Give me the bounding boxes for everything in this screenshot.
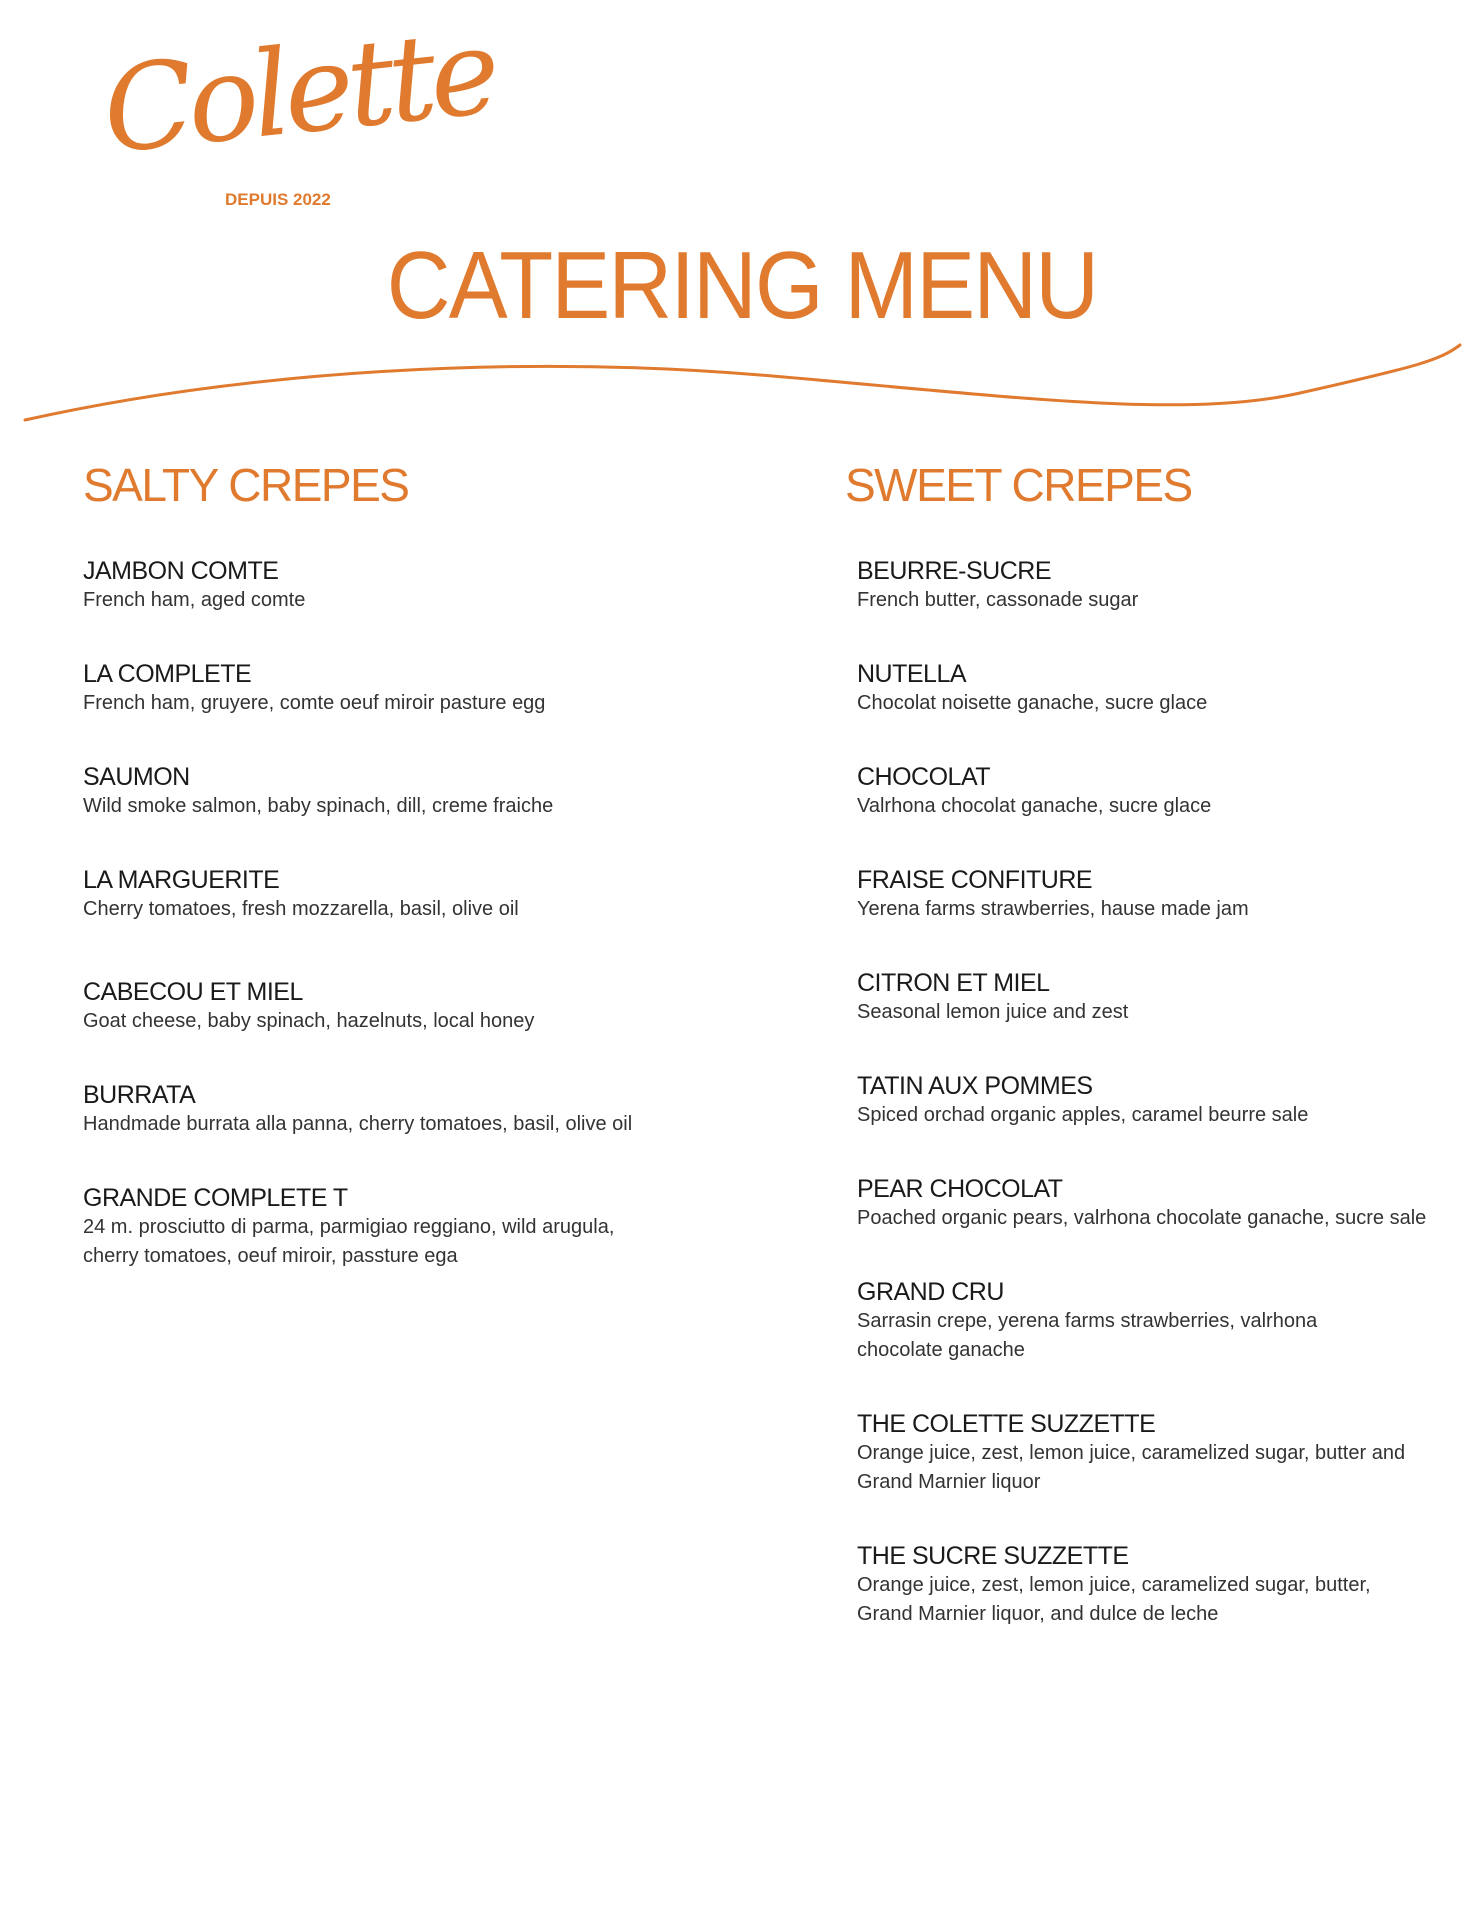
menu-item: [83, 865, 723, 977]
page-title: CATERING MENU: [386, 232, 1098, 339]
item-description: Seasonal lemon juice and zest: [857, 1001, 1129, 1023]
menu-item: [83, 659, 723, 762]
item-description: Orange juice, zest, lemon juice, caramelized sugar, butter, Grand Marnier liquor, and dulce de leche: [857, 1574, 1371, 1625]
section-title-salty: SALTY CREPES: [83, 459, 409, 511]
item-name: PEAR CHOCOLAT: [857, 1175, 1063, 1203]
item-name: TATIN AUX POMMES: [857, 1072, 1093, 1100]
menu-item: [857, 865, 1465, 968]
item-description: Cherry tomatoes, fresh mozzarella, basil, olive oil: [83, 898, 519, 920]
item-description: Orange juice, zest, lemon juice, caramelized sugar, butter and Grand Marnier liquor: [857, 1442, 1406, 1493]
decorative-swoosh: [0, 335, 1484, 435]
menu-item: [83, 977, 723, 1080]
menu-item: [857, 1541, 1465, 1673]
salty-crepes-list: [83, 556, 723, 1286]
sweet-crepes-section: [845, 459, 1465, 1673]
item-name: BURRATA: [83, 1081, 196, 1109]
item-name: JAMBON COMTE: [83, 557, 279, 585]
menu-item: [857, 1071, 1465, 1174]
menu-item: [857, 1409, 1465, 1541]
item-name: NUTELLA: [857, 660, 967, 688]
item-description: French ham, gruyere, comte oeuf miroir pasture egg: [83, 692, 546, 714]
item-description: Sarrasin crepe, yerena farms strawberries, valrhona chocolate ganache: [857, 1310, 1318, 1361]
menu-item: [83, 762, 723, 865]
salty-crepes-section: [83, 459, 723, 1286]
item-description: Poached organic pears, valrhona chocolate ganache, sucre sale: [857, 1207, 1427, 1229]
item-description: Wild smoke salmon, baby spinach, dill, creme fraiche: [83, 795, 554, 817]
menu-item: [83, 556, 723, 659]
menu-item: [857, 968, 1465, 1071]
item-name: CITRON ET MIEL: [857, 969, 1050, 997]
brand-logo: [96, 1, 501, 232]
item-name: LA COMPLETE: [83, 660, 252, 688]
menu-item: [857, 659, 1465, 762]
item-description: Spiced orchad organic apples, caramel beurre sale: [857, 1104, 1309, 1126]
menu-item: [857, 556, 1465, 659]
item-name: FRAISE CONFITURE: [857, 866, 1093, 894]
brand-name: Colette: [96, 1, 501, 180]
sweet-crepes-list: [845, 556, 1465, 1673]
item-name: BEURRE-SUCRE: [857, 557, 1052, 585]
item-name: SAUMON: [83, 763, 190, 791]
item-name: GRANDE COMPLETE T: [83, 1184, 348, 1212]
menu-item: [857, 1277, 1465, 1409]
item-description: French butter, cassonade sugar: [857, 589, 1139, 611]
menu-item: [857, 762, 1465, 865]
item-description: French ham, aged comte: [83, 589, 306, 611]
menu-item: [83, 1080, 723, 1183]
item-name: CHOCOLAT: [857, 763, 991, 791]
item-name: LA MARGUERITE: [83, 866, 280, 894]
item-name: THE SUCRE SUZZETTE: [857, 1542, 1129, 1570]
item-description: Yerena farms strawberries, hause made jam: [857, 898, 1249, 920]
menu-item: [83, 1183, 723, 1286]
section-title-sweet: SWEET CREPES: [845, 459, 1192, 511]
item-name: THE COLETTE SUZZETTE: [857, 1410, 1156, 1438]
item-name: CABECOU ET MIEL: [83, 978, 303, 1006]
item-description: Valrhona chocolat ganache, sucre glace: [857, 795, 1212, 817]
item-description: Chocolat noisette ganache, sucre glace: [857, 692, 1208, 714]
item-name: GRAND CRU: [857, 1278, 1004, 1306]
brand-tagline: DEPUIS 2022: [225, 190, 331, 209]
menu-item: [857, 1174, 1465, 1277]
item-description: Handmade burrata alla panna, cherry tomatoes, basil, olive oil: [83, 1113, 633, 1135]
item-description: Goat cheese, baby spinach, hazelnuts, local honey: [83, 1010, 535, 1032]
item-description: 24 m. prosciutto di parma, parmigiao reggiano, wild arugula, cherry tomatoes, oeuf miroir, passture ega: [83, 1216, 615, 1267]
